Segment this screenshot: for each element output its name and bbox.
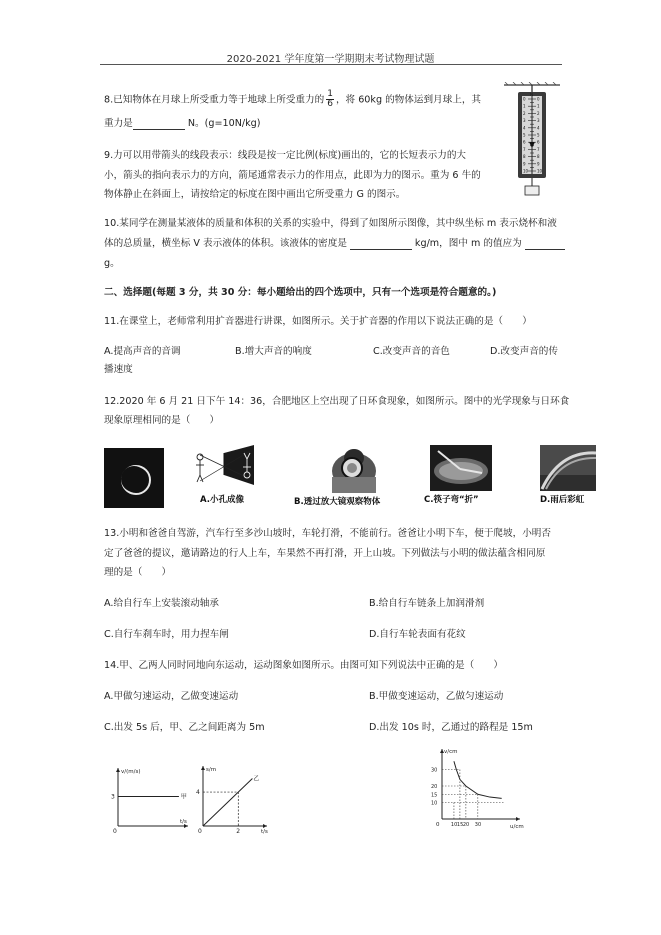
distance-time-chart xyxy=(193,762,273,834)
scale-tick-label-right: 10 xyxy=(537,168,543,174)
q9-line2: 小，箭头的指向表示力的方向，箭尾通常表示力的作用点，此即为力的图示。重为 6 牛的 xyxy=(104,170,481,181)
x-tick-label: 10 xyxy=(450,822,458,828)
q10-line1: 10.某同学在测量某液体的质量和体积的关系的实验中，得到了如图所示图像，其中纵坐标 m 表示烧杯和液 xyxy=(104,218,557,229)
scale-tick-label-right: 4 xyxy=(537,125,540,131)
series-line-yi xyxy=(203,778,252,826)
q12-caption-c: C.筷子弯“折” xyxy=(424,495,479,505)
eclipse-ring-icon xyxy=(104,448,164,508)
q12-caption-a: A.小孔成像 xyxy=(200,495,244,505)
q9-line3: 物体静止在斜面上，请按给定的标度在图中画出它所受重力 G 的图示。 xyxy=(104,189,406,200)
q8-line2-b: N。(g=10N/kg) xyxy=(187,118,261,129)
q12-line1: 12.2020 年 6 月 21 日下午 14：36，合肥地区上空出现了日环食现象，如图所示。图中的光学现象与日环食 xyxy=(104,396,570,407)
pinhole-camera-figure xyxy=(190,445,268,493)
q8-frac-num: 1 xyxy=(327,89,333,99)
y-axis-arrow xyxy=(201,766,205,770)
scale-tick-label-left: 4 xyxy=(523,125,526,131)
q11-option-d[interactable]: D.改变声音的传 xyxy=(490,346,558,357)
q13-option-d[interactable]: D.自行车轮表面有花纹 xyxy=(369,629,466,640)
q12-caption-b: B.透过放大镜观察物体 xyxy=(294,497,381,507)
y-tick-label: 15 xyxy=(431,792,438,799)
scale-tick-label-left: 6 xyxy=(523,139,526,145)
y-tick-label: 10 xyxy=(431,800,438,807)
q10-line2-b: kg/m，图中 m 的值应为 xyxy=(414,238,522,249)
q10-density-blank[interactable] xyxy=(350,239,412,250)
q14-stem: 14.甲、乙两人同时同地向东运动，运动图象如图所示。由图可知下列说法中正确的是（ ） xyxy=(104,660,504,671)
series-label-jia: 甲 xyxy=(180,793,187,801)
q10-m-blank[interactable] xyxy=(525,239,565,250)
spring-scale-figure xyxy=(502,82,562,200)
scale-tick-label-left: 3 xyxy=(523,118,526,124)
series-curve xyxy=(454,761,502,798)
x-axis-label: u/cm xyxy=(510,824,524,830)
origin-label: 0 xyxy=(436,822,440,828)
scale-tick-label-left: 7 xyxy=(523,146,526,152)
q12-caption-d: D.雨后彩虹 xyxy=(540,495,585,505)
lens-distance-chart xyxy=(428,743,528,831)
q8-answer-blank[interactable] xyxy=(133,119,185,130)
q14-option-a[interactable]: A.甲做匀速运动，乙做变速运动 xyxy=(104,691,239,702)
scale-tick-label-left: 9 xyxy=(523,161,526,167)
q11-stem: 11.在课堂上，老师常利用扩音器进行讲课，如图所示。关于扩音器的作用以下说法正确的是（ ） xyxy=(104,316,532,327)
x-axis-arrow xyxy=(516,817,520,821)
q13-option-a[interactable]: A.给自行车上安装滚动轴承 xyxy=(104,598,219,609)
q13-option-c[interactable]: C.自行车刹车时，用力捏车闸 xyxy=(104,629,229,640)
q14-option-b[interactable]: B.甲做变速运动，乙做匀速运动 xyxy=(369,691,504,702)
y-axis-label: s/m xyxy=(206,767,217,773)
velocity-time-chart xyxy=(108,764,190,834)
scale-unit-label: N xyxy=(530,92,533,97)
x-tick-label: 15 xyxy=(456,822,464,828)
section2-heading: 二、选择题(每题 3 分，共 30 分：每小题给出的四个选项中，只有一个选项是符合题意的。) xyxy=(104,287,497,298)
scale-tick-label-left: 2 xyxy=(523,110,526,116)
q13-line1: 13.小明和爸爸自驾游，汽车行至多沙山坡时，车轮打滑，不能前行。爸爸让小明下车，便于爬坡，小明否 xyxy=(104,528,551,539)
scale-tick-label-left: 1 xyxy=(523,103,526,109)
q13-line2: 定了爸爸的提议，邀请路边的行人上车，车果然不再打滑，开上山坡。下列做法与小明的做法蕴含相同原 xyxy=(104,548,546,559)
origin-label: 0 xyxy=(198,828,202,834)
y-tick-label: 4 xyxy=(196,789,200,797)
scale-tick-label-right: 8 xyxy=(537,154,540,160)
magnifier-photo xyxy=(318,443,390,493)
q14-option-d[interactable]: D.出发 10s 时，乙通过的路程是 15m xyxy=(369,722,533,733)
y-axis-label: v/cm xyxy=(444,749,458,755)
q8-line2-a: 重力是 xyxy=(104,118,133,129)
q13-option-b[interactable]: B.给自行车链条上加润滑剂 xyxy=(369,598,485,609)
annular-eclipse-photo xyxy=(104,448,164,508)
header-rule xyxy=(100,64,562,65)
scale-tick-label-left: 5 xyxy=(523,132,526,138)
y-tick-label: 20 xyxy=(431,784,438,790)
scale-tick-label-right: 5 xyxy=(537,132,540,138)
scale-tick-label-right: 0 xyxy=(537,96,540,102)
x-tick-label: 30 xyxy=(474,822,482,828)
scale-tick-label-right: 9 xyxy=(537,161,540,167)
x-tick-label: 20 xyxy=(462,822,470,828)
q10-line2 xyxy=(104,238,565,250)
y-tick-label: 30 xyxy=(431,767,438,774)
q10-line2-a: 体的总质量，横坐标 V 表示液体的体积。该液体的密度是 xyxy=(104,238,347,249)
y-axis-label: v/(m/s) xyxy=(121,769,141,775)
q8-line2 xyxy=(104,118,261,130)
q12-line2: 现象原理相同的是（ ） xyxy=(104,415,220,426)
q8-fraction xyxy=(326,90,334,109)
q10-line3: g。 xyxy=(104,258,120,269)
q8-frac-den: 6 xyxy=(327,99,333,109)
scale-tick-label-right: 1 xyxy=(537,103,540,109)
x-axis-label: t/s xyxy=(180,819,187,825)
q8-prefix: 8.已知物体在月球上所受重力等于地球上所受重力的 xyxy=(104,94,325,106)
x-axis-arrow xyxy=(263,824,267,828)
q11-option-d-cont: 播速度 xyxy=(104,364,133,375)
q8-suffix: ，将 60kg 的物体运到月球上，其 xyxy=(335,94,482,106)
q14-option-c[interactable]: C.出发 5s 后，甲、乙之间距离为 5m xyxy=(104,722,265,733)
x-axis-label: t/s xyxy=(261,829,268,834)
y-tick-label: 3 xyxy=(111,793,115,801)
scale-tick-label-left: 10 xyxy=(523,168,529,174)
q9-line1: 9.力可以用带箭头的线段表示：线段是按一定比例(标度)画出的，它的长短表示力的大 xyxy=(104,150,467,161)
scale-tick-label-left: 0 xyxy=(523,96,526,102)
page-header: 2020-2021 学年度第一学期期末考试物理试题 xyxy=(226,54,435,65)
y-axis-arrow xyxy=(116,768,120,772)
series-label-yi: 乙 xyxy=(253,775,260,783)
origin-label: 0 xyxy=(113,828,117,834)
scale-tick-label-right: 7 xyxy=(537,146,540,152)
bent-chopsticks-photo xyxy=(430,445,492,491)
q11-option-c[interactable]: C.改变声音的音色 xyxy=(373,346,450,357)
x-tick-label: 2 xyxy=(236,828,241,834)
q11-option-a[interactable]: A.提高声音的音调 xyxy=(104,346,181,357)
q8-line1 xyxy=(104,90,481,109)
scale-tick-label-right: 6 xyxy=(537,139,540,145)
scale-tick-label-right: 3 xyxy=(537,118,540,124)
scale-tick-label-left: 8 xyxy=(523,154,526,160)
q11-option-b[interactable]: B.增大声音的响度 xyxy=(235,346,312,357)
rainbow-photo xyxy=(540,445,596,491)
q13-line3: 理的是（ ） xyxy=(104,567,172,578)
scale-tick-label-right: 2 xyxy=(537,110,540,116)
